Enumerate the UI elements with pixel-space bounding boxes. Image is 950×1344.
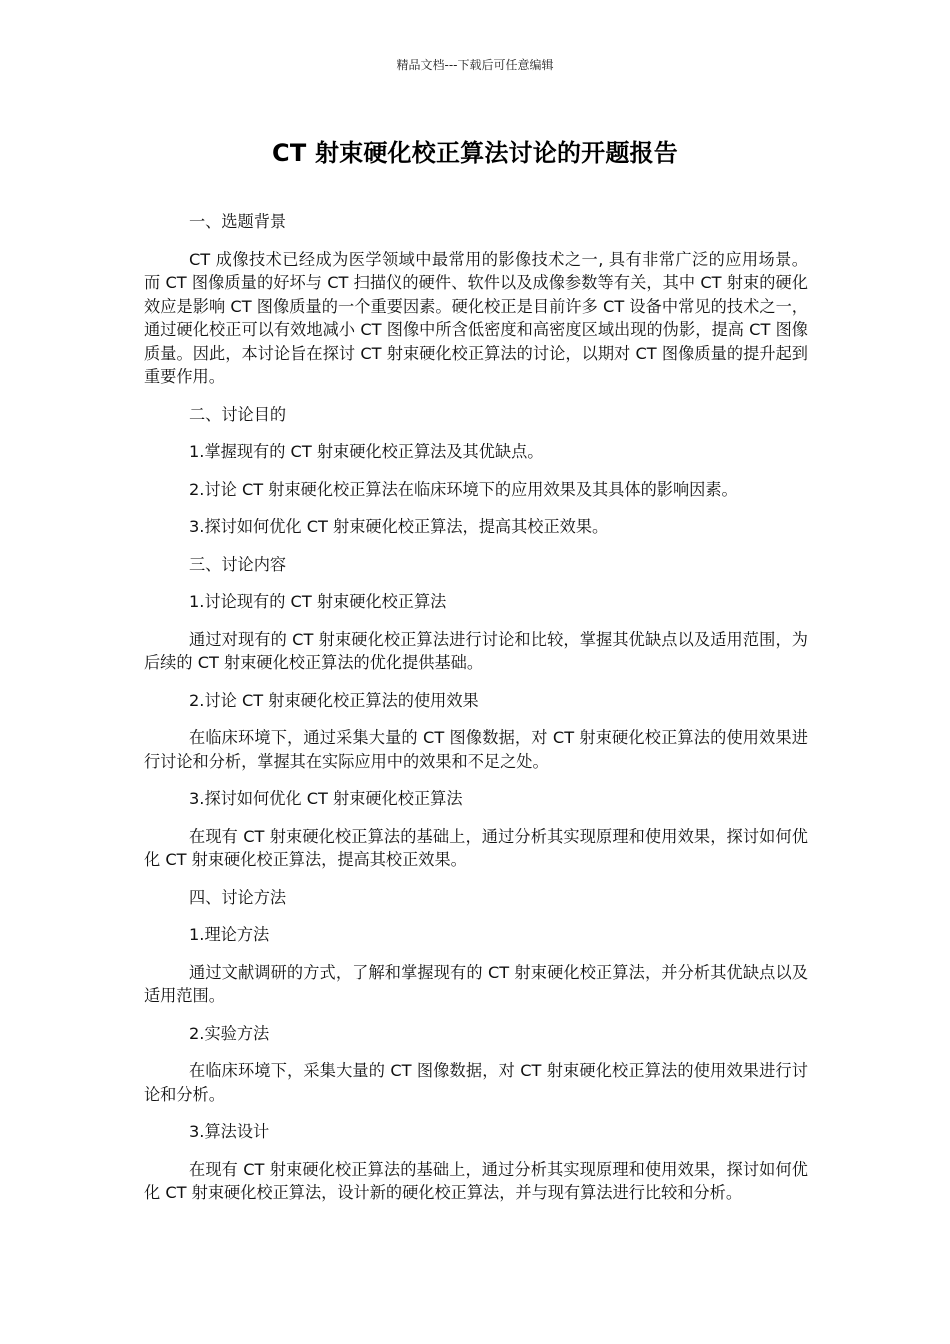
method-subheading-2: 2.实验方法 (189, 1023, 270, 1043)
section-heading-content: 三、讨论内容 (189, 554, 287, 574)
method-paragraph-1: 通过文献调研的方式，了解和掌握现有的 CT 射束硬化校正算法，并分析其优缺点以及适用范围。 (144, 962, 808, 1005)
section-heading-background: 一、选题背景 (189, 212, 287, 231)
objective-item-1: 1.掌握现有的 CT 射束硬化校正算法及其优缺点。 (189, 442, 544, 461)
method-paragraph-3: 在现有 CT 射束硬化校正算法的基础上，通过分析其实现原理和使用效果，探讨如何优化 CT 射束硬化校正算法，设计新的硬化校正算法，并与现有算法进行比较和分析。 (144, 1159, 808, 1202)
document-body (144, 210, 808, 1219)
document-title: CT 射束硬化校正算法讨论的开题报告 (272, 139, 678, 167)
content-paragraph-1: 通过对现有的 CT 射束硬化校正算法进行讨论和比较，掌握其优缺点以及适用范围，为后续的 CT 射束硬化校正算法的优化提供基础。 (144, 629, 808, 672)
paragraph-background: CT 成像技术已经成为医学领域中最常用的影像技术之一, 具有非常广泛的应用场景。而 CT 图像质量的好坏与 CT 扫描仪的硬件、软件以及成像参数等有关，其中 CT 射束的硬化效应是影响 CT 图像质量的一个重要因素。硬化校正是目前许多 CT 设备中常见的技术之一，通过硬化校正可以有效地减小 CT 图像中所含低密度和高密度区域出现的伪影，提高 CT 图像质量。因此，本讨论旨在探讨 CT 射束硬化校正算法的讨论，以期对 CT 图像质量的提升起到重要作用。 (144, 249, 808, 386)
method-subheading-3: 3.算法设计 (189, 1122, 270, 1141)
objective-item-2: 2.讨论 CT 射束硬化校正算法在临床环境下的应用效果及其具体的影响因素。 (189, 479, 738, 499)
section-heading-methods: 四、讨论方法 (189, 887, 287, 907)
method-subheading-1: 1.理论方法 (189, 925, 270, 944)
content-paragraph-2: 在临床环境下，通过采集大量的 CT 图像数据，对 CT 射束硬化校正算法的使用效果进行讨论和分析，掌握其在实际应用中的效果和不足之处。 (144, 728, 808, 771)
page-header: 精品文档---下载后可任意编辑 (396, 58, 554, 72)
method-paragraph-2: 在临床环境下，采集大量的 CT 图像数据，对 CT 射束硬化校正算法的使用效果进行讨论和分析。 (144, 1061, 808, 1104)
content-paragraph-3: 在现有 CT 射束硬化校正算法的基础上，通过分析其实现原理和使用效果，探讨如何优化 CT 射束硬化校正算法，提高其校正效果。 (144, 826, 808, 869)
objective-item-3: 3.探讨如何优化 CT 射束硬化校正算法，提高其校正效果。 (189, 517, 609, 536)
content-subheading-1: 1.讨论现有的 CT 射束硬化校正算法 (189, 592, 447, 611)
section-heading-objectives: 二、讨论目的 (189, 404, 287, 424)
content-subheading-3: 3.探讨如何优化 CT 射束硬化校正算法 (189, 789, 463, 808)
content-subheading-2: 2.讨论 CT 射束硬化校正算法的使用效果 (189, 690, 479, 710)
